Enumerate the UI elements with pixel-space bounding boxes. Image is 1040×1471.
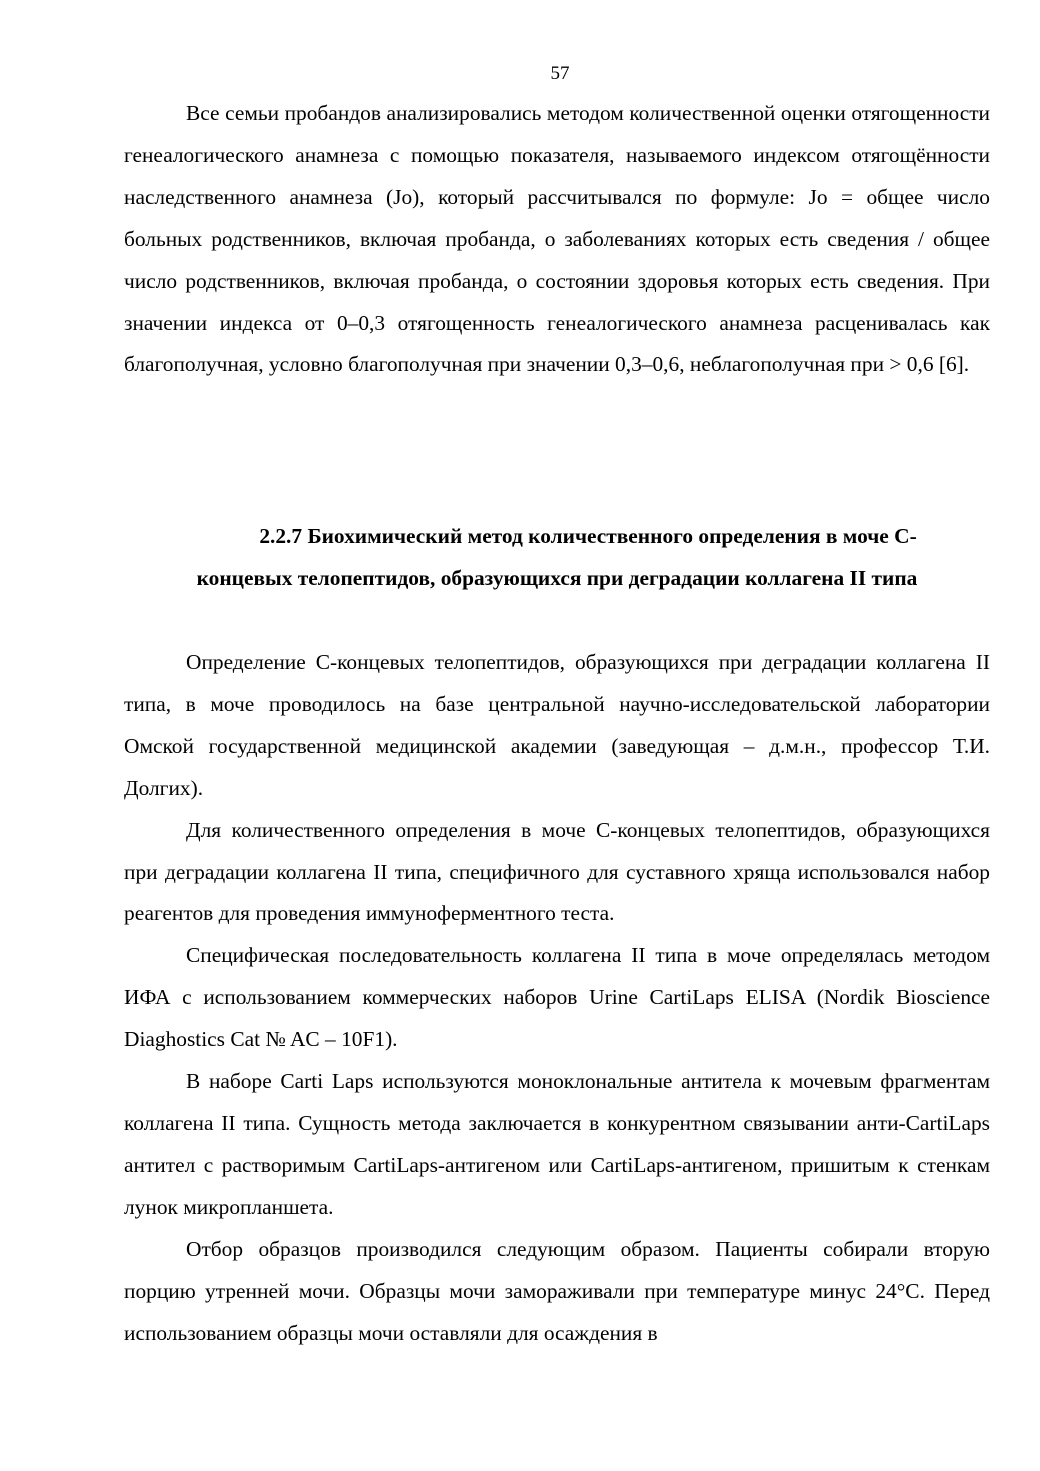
paragraph-method-principle: В наборе Carti Laps используются моноклональные антитела к мочевым фрагментам коллагена II типа. Сущность метода заключается в конкурентном связывании анти-CartiLaps антител с растворимым CartiLaps-антигеном или CartiLaps-антигеном, пришитым к стенкам лунок микропланшета. [124,1069,990,1219]
page-number: 57 [550,63,570,84]
paragraph-lab-location: Определение С-концевых телопептидов, образующихся при деградации коллагена II типа, в моче проводилось на базе центральной научно-исследовательской лаборатории Омской государственной медицинской академии (заведующая – д.м.н., профессор Т.И. Долгих). [124,650,990,800]
section-body [124,642,990,1354]
section-heading [124,516,990,600]
section-heading-line-1: 2.2.7 Биохимический метод количественного определения в моче С- [259,524,917,548]
paragraph-jo-index: Все семьи пробандов анализировались методом количественной оценки отягощенности генеалогического анамнеза с помощью показателя, называемого индексом отягощённости наследственного анамнеза (Jo), который рассчитывался по формуле: Jo = общее число больных родственников, включая пробанда, о заболеваниях которых есть сведения / общее число родственников, включая пробанда, о состоянии здоровья которых есть сведения. При значении индекса от 0–0,3 отягощенность генеалогического анамнеза расценивалась как благополучная, условно благополучная при значении 0,3–0,6, неблагополучная при > 0,6 [6]. [124,101,990,377]
section-heading-line-2: концевых телопептидов, образующихся при деградации коллагена II типа [196,565,918,590]
intro-text-block [124,93,990,386]
paragraph-elisa-method: Специфическая последовательность коллагена II типа в моче определялась методом ИФА с использованием коммерческих наборов Urine CartiLaps ELISA (Nordik Bioscience Diaghostics Cat № AC – 10F1). [124,943,990,1052]
paragraph-reagent-kit: Для количественного определения в моче С-концевых телопептидов, образующихся при деградации коллагена II типа, специфичного для суставного хряща использовался набор реагентов для проведения иммуноферментного теста. [124,817,990,926]
paragraph-sample-collection: Отбор образцов производился следующим образом. Пациенты собирали вторую порцию утренней мочи. Образцы мочи замораживали при температуре минус 24°С. Перед использованием образцы мочи оставляли для осаждения в [124,1236,990,1345]
